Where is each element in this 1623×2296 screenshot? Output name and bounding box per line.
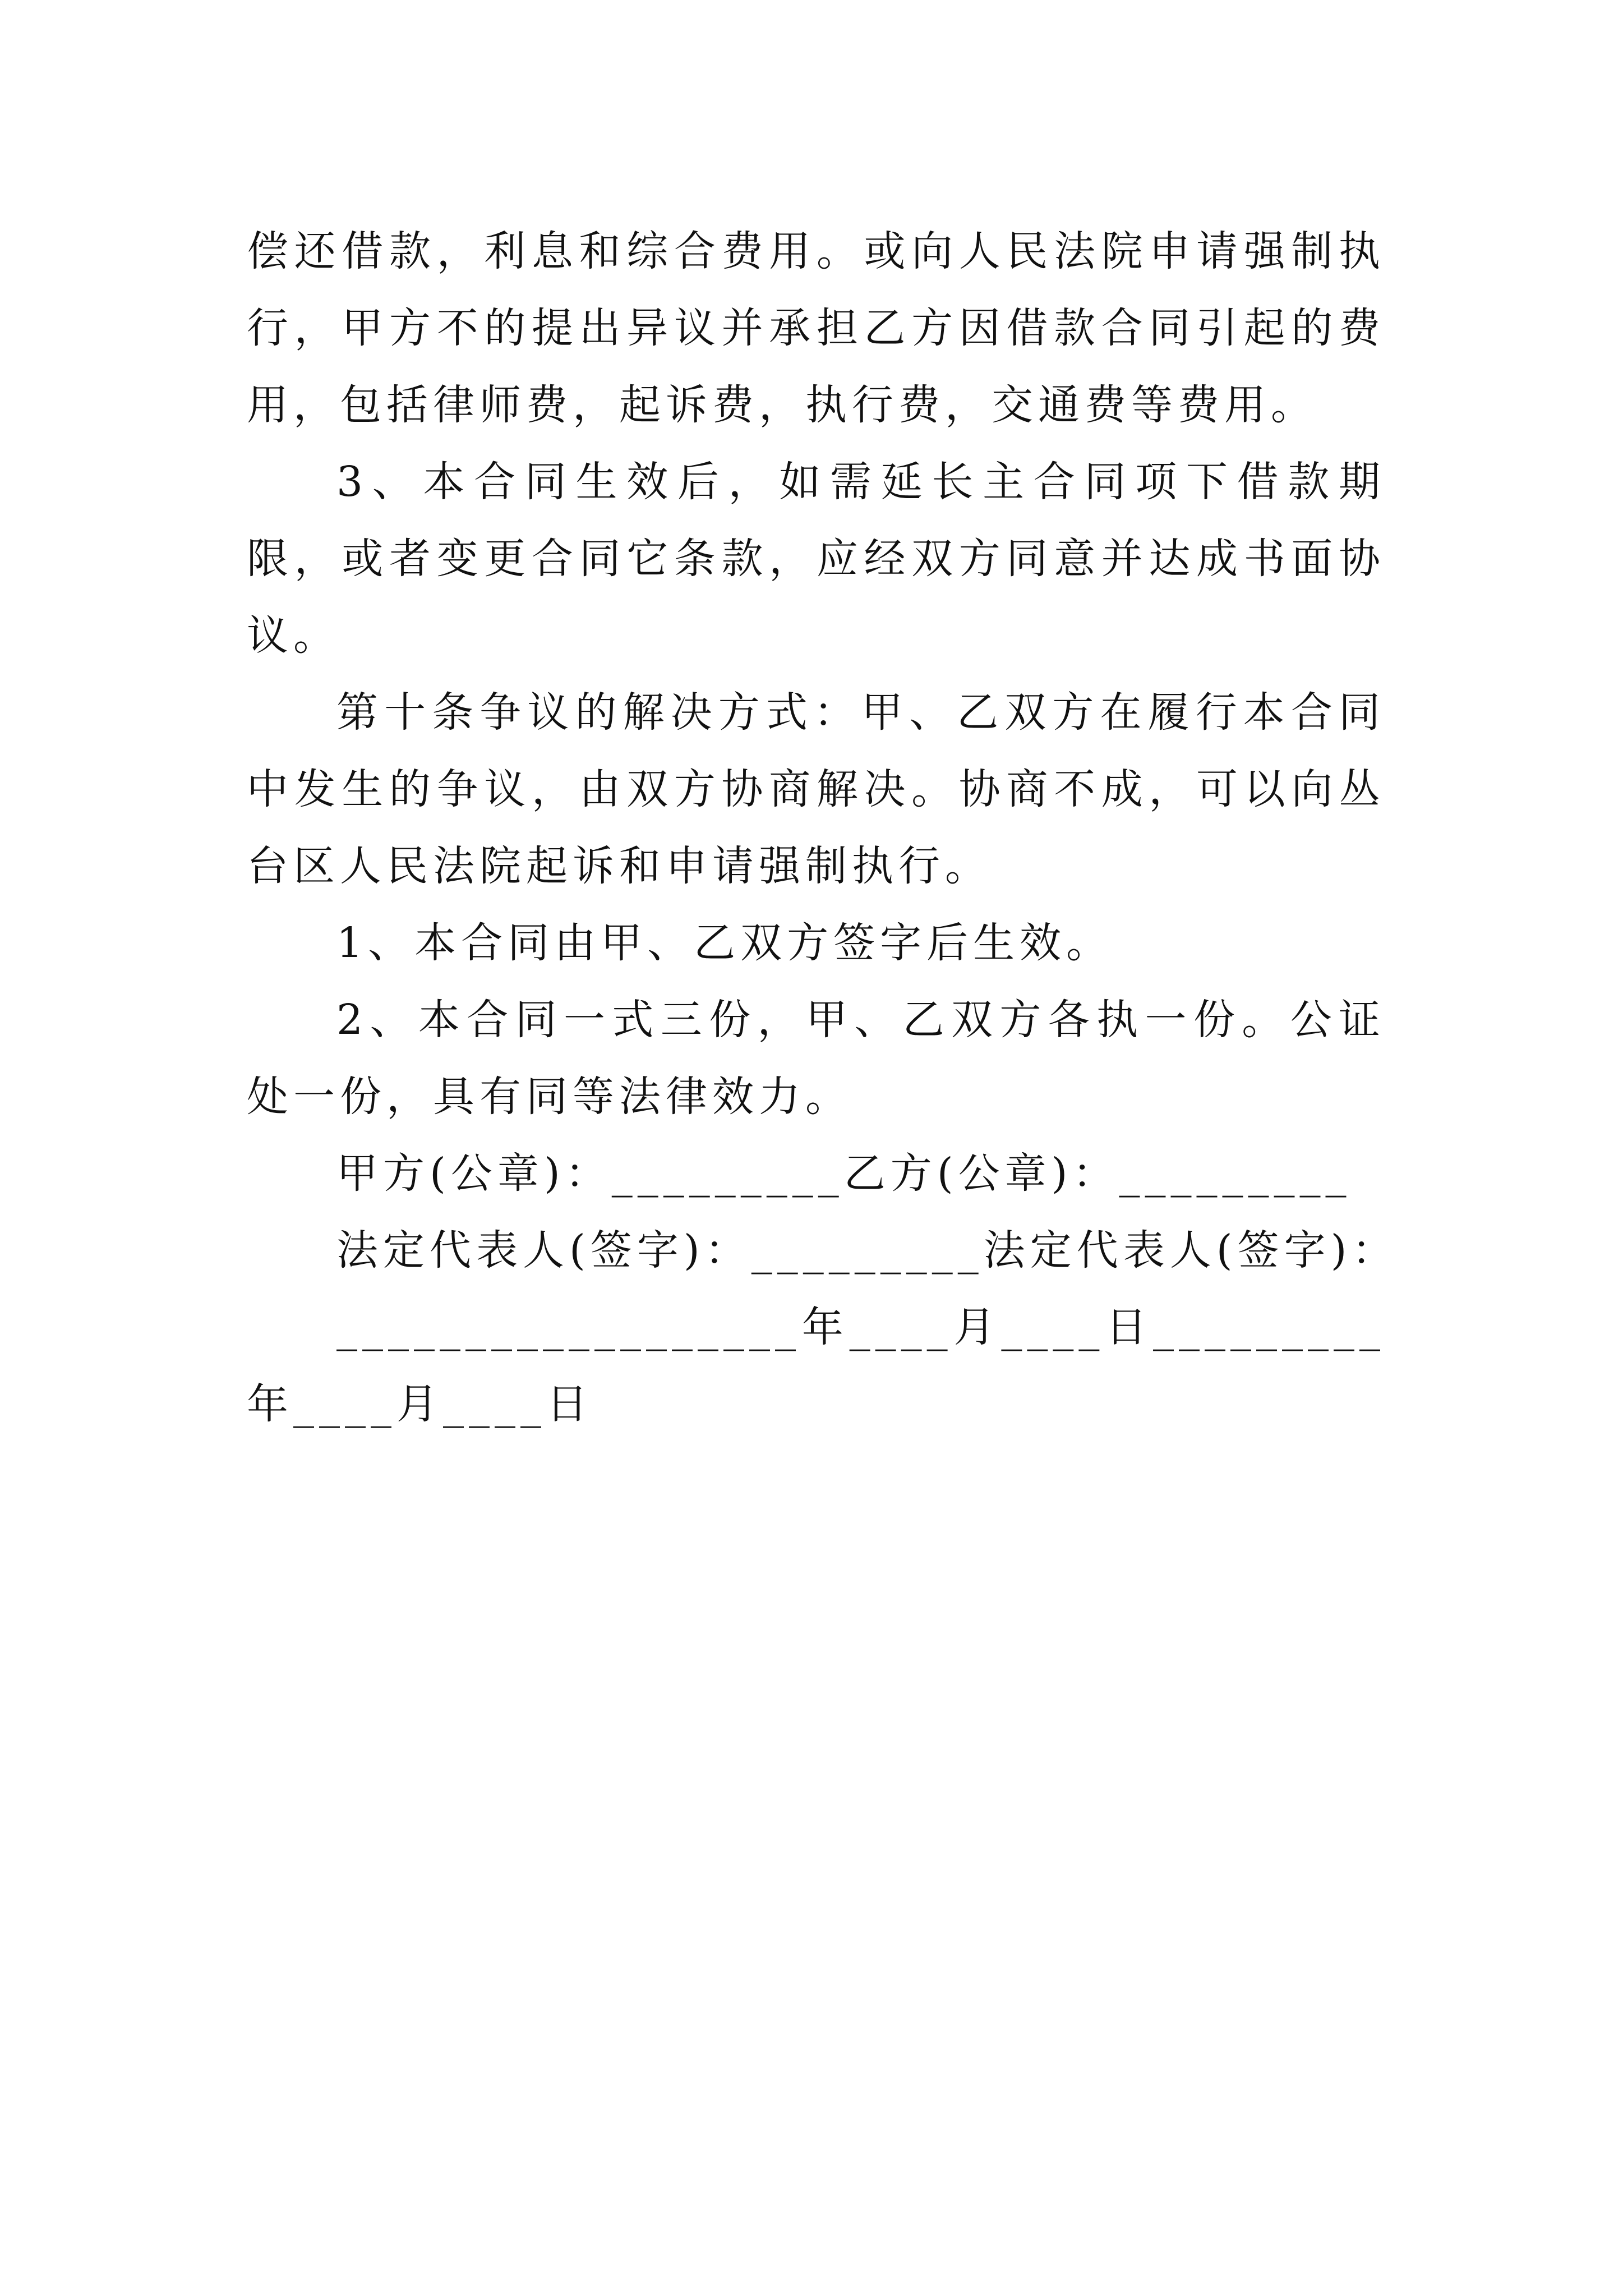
seal-line: 甲方(公章)：_________乙方(公章)：_________ bbox=[336, 1149, 1352, 1198]
paragraph-effective: 1、本合同由甲、乙双方签字后生效。 bbox=[336, 919, 1113, 967]
representative-signature-line: 法定代表人(签字)：_________法定代表人(签字)： bbox=[336, 1226, 1399, 1274]
paragraph-copies: 2、本合同一式三份，甲、乙双方各执一份。公证处一份，具有同等法律效力。 bbox=[247, 996, 1385, 1121]
contract-body bbox=[247, 213, 1399, 1443]
paragraph-dispute-resolution: 第十条争议的解决方式：甲、乙双方在履行本合同中发生的争议，由双方协商解决。协商不成，可以向丛台区人民法院起诉和申请强制执行。 bbox=[247, 688, 1385, 890]
paragraph-extension: 3、本合同生效后，如需延长主合同项下借款期限，或者变更合同它条款，应经双方同意并达成书面协议。 bbox=[247, 458, 1385, 660]
date-line: __________________年____月____日_________年____月____日 bbox=[247, 1303, 1385, 1428]
paragraph-repayment: 偿还借款，利息和综合费用。或向人民法院申请强制执行，甲方不的提出异议并承担乙方因借款合同引起的费用，包括律师费，起诉费，执行费，交通费等费用。 bbox=[247, 227, 1385, 429]
